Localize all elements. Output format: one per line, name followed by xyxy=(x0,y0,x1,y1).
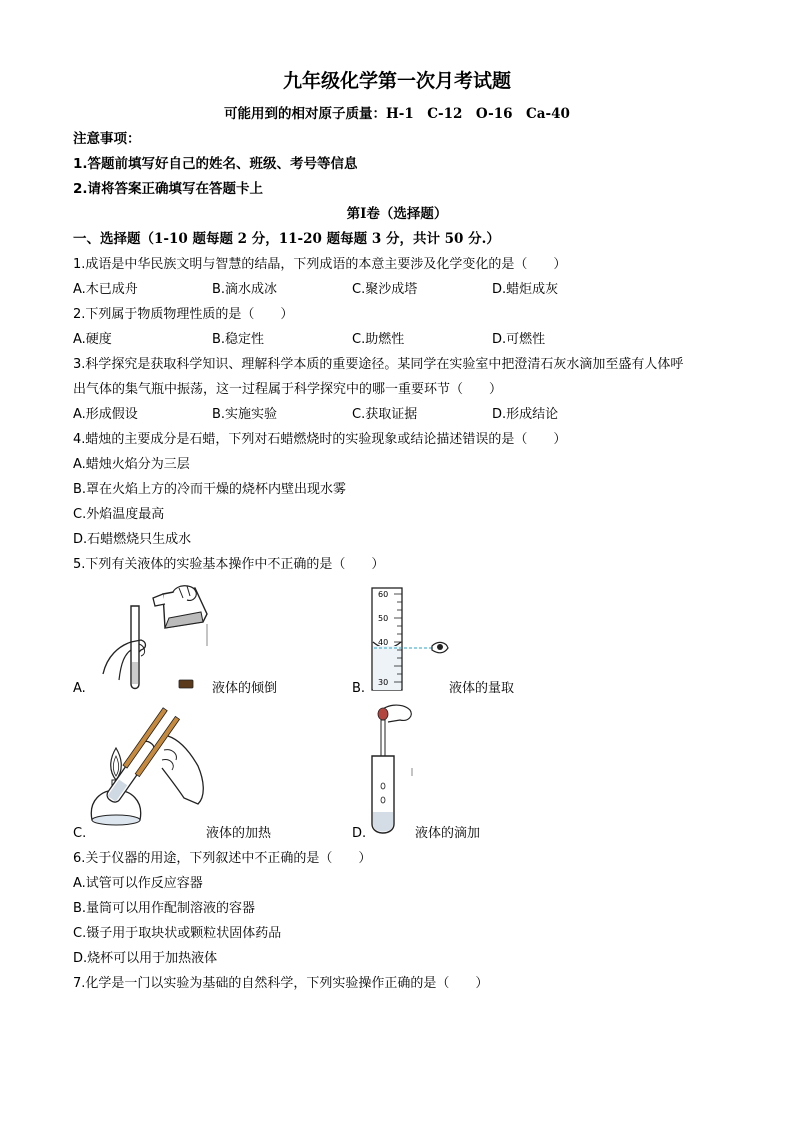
question-7-stem: 7.化学是一门以实验为基础的自然科学，下列实验操作正确的是（ ） xyxy=(73,976,489,991)
q5-option-b: B. xyxy=(352,681,366,696)
q3-option-b: B.实施实验 xyxy=(212,407,278,422)
q5-caption-a: 液体的倾倒 xyxy=(212,681,278,696)
q4-option-c: C.外焰温度最高 xyxy=(73,507,165,522)
q1-option-a: A.木已成舟 xyxy=(73,282,138,297)
q5-caption-d: 液体的滴加 xyxy=(415,826,481,841)
notice-item-1: 1.答题前填写好自己的姓名、班级、考号等信息 xyxy=(73,156,358,172)
question-1-stem: 1.成语是中华民族文明与智慧的结晶，下列成语的本意主要涉及化学变化的是（ ） xyxy=(73,257,567,272)
q3-option-c: C.获取证据 xyxy=(352,407,418,422)
q2-option-a: A.硬度 xyxy=(73,332,112,347)
q2-option-d: D.可燃性 xyxy=(492,332,546,347)
q5-caption-b: 液体的量取 xyxy=(449,681,515,696)
notice-item-2: 2.请将答案正确填写在答题卡上 xyxy=(73,181,264,197)
q4-option-a: A.蜡烛火焰分为三层 xyxy=(73,457,190,472)
cylinder-tick-60: 60 xyxy=(378,590,389,599)
q6-option-a: A.试管可以作反应容器 xyxy=(73,876,203,891)
question-6-stem: 6.关于仪器的用途，下列叙述中不正确的是（ ） xyxy=(73,851,372,866)
q1-option-d: D.蜡炬成灰 xyxy=(492,282,559,297)
question-3-stem: 3.科学探究是获取科学知识、理解科学本质的重要途径。某同学在实验室中把澄清石灰水滴加至盛有人体呼 xyxy=(73,357,684,372)
q5-option-a: A. xyxy=(73,681,86,696)
q4-option-d: D.石蜡燃烧只生成水 xyxy=(73,532,192,547)
question-4-stem: 4.蜡烛的主要成分是石蜡，下列对石蜡燃烧时的实验现象或结论描述错误的是（ ） xyxy=(73,432,567,447)
cylinder-tick-50: 50 xyxy=(378,614,389,623)
section-heading: 一、选择题（1-10 题每题 2 分，11-20 题每题 3 分，共计 50 分.） xyxy=(73,231,500,247)
volume-heading: 第Ⅰ卷（选择题） xyxy=(346,206,448,222)
q5-option-c: C. xyxy=(73,826,87,841)
q1-option-c: C.聚沙成塔 xyxy=(352,282,418,297)
figure-liquid-dropping xyxy=(364,700,424,840)
question-2-stem: 2.下列属于物质物理性质的是（ ） xyxy=(73,307,294,322)
q6-option-b: B.量筒可以用作配制溶液的容器 xyxy=(73,901,256,916)
q6-option-c: C.镊子用于取块状或颗粒状固体药品 xyxy=(73,926,282,941)
figure-liquid-heating xyxy=(80,700,210,840)
q2-option-c: C.助燃性 xyxy=(352,332,405,347)
exam-title: 九年级化学第一次月考试题 xyxy=(282,70,511,92)
question-3-stem-cont: 出气体的集气瓶中振荡，这一过程属于科学探究中的哪一重要环节（ ） xyxy=(73,382,503,397)
cylinder-tick-40: 40 xyxy=(378,638,389,647)
q4-option-b: B.罩在火焰上方的冷而干燥的烧杯内壁出现水雾 xyxy=(73,482,347,497)
q6-option-d: D.烧杯可以用于加热液体 xyxy=(73,951,218,966)
figure-graduated-cylinder xyxy=(364,584,454,694)
cylinder-tick-30: 30 xyxy=(378,678,389,687)
notice-title: 注意事项： xyxy=(73,131,141,147)
q1-option-b: B.滴水成冰 xyxy=(212,282,278,297)
q3-option-a: A.形成假设 xyxy=(73,407,138,422)
figure-liquid-pouring xyxy=(95,584,215,694)
atomic-mass-line: 可能用到的相对原子质量：H-1 C-12 O-16 Ca-40 xyxy=(224,106,570,122)
q5-option-d: D. xyxy=(352,826,367,841)
q5-caption-c: 液体的加热 xyxy=(206,826,272,841)
question-5-stem: 5.下列有关液体的实验基本操作中不正确的是（ ） xyxy=(73,557,385,572)
q3-option-d: D.形成结论 xyxy=(492,407,559,422)
q2-option-b: B.稳定性 xyxy=(212,332,265,347)
